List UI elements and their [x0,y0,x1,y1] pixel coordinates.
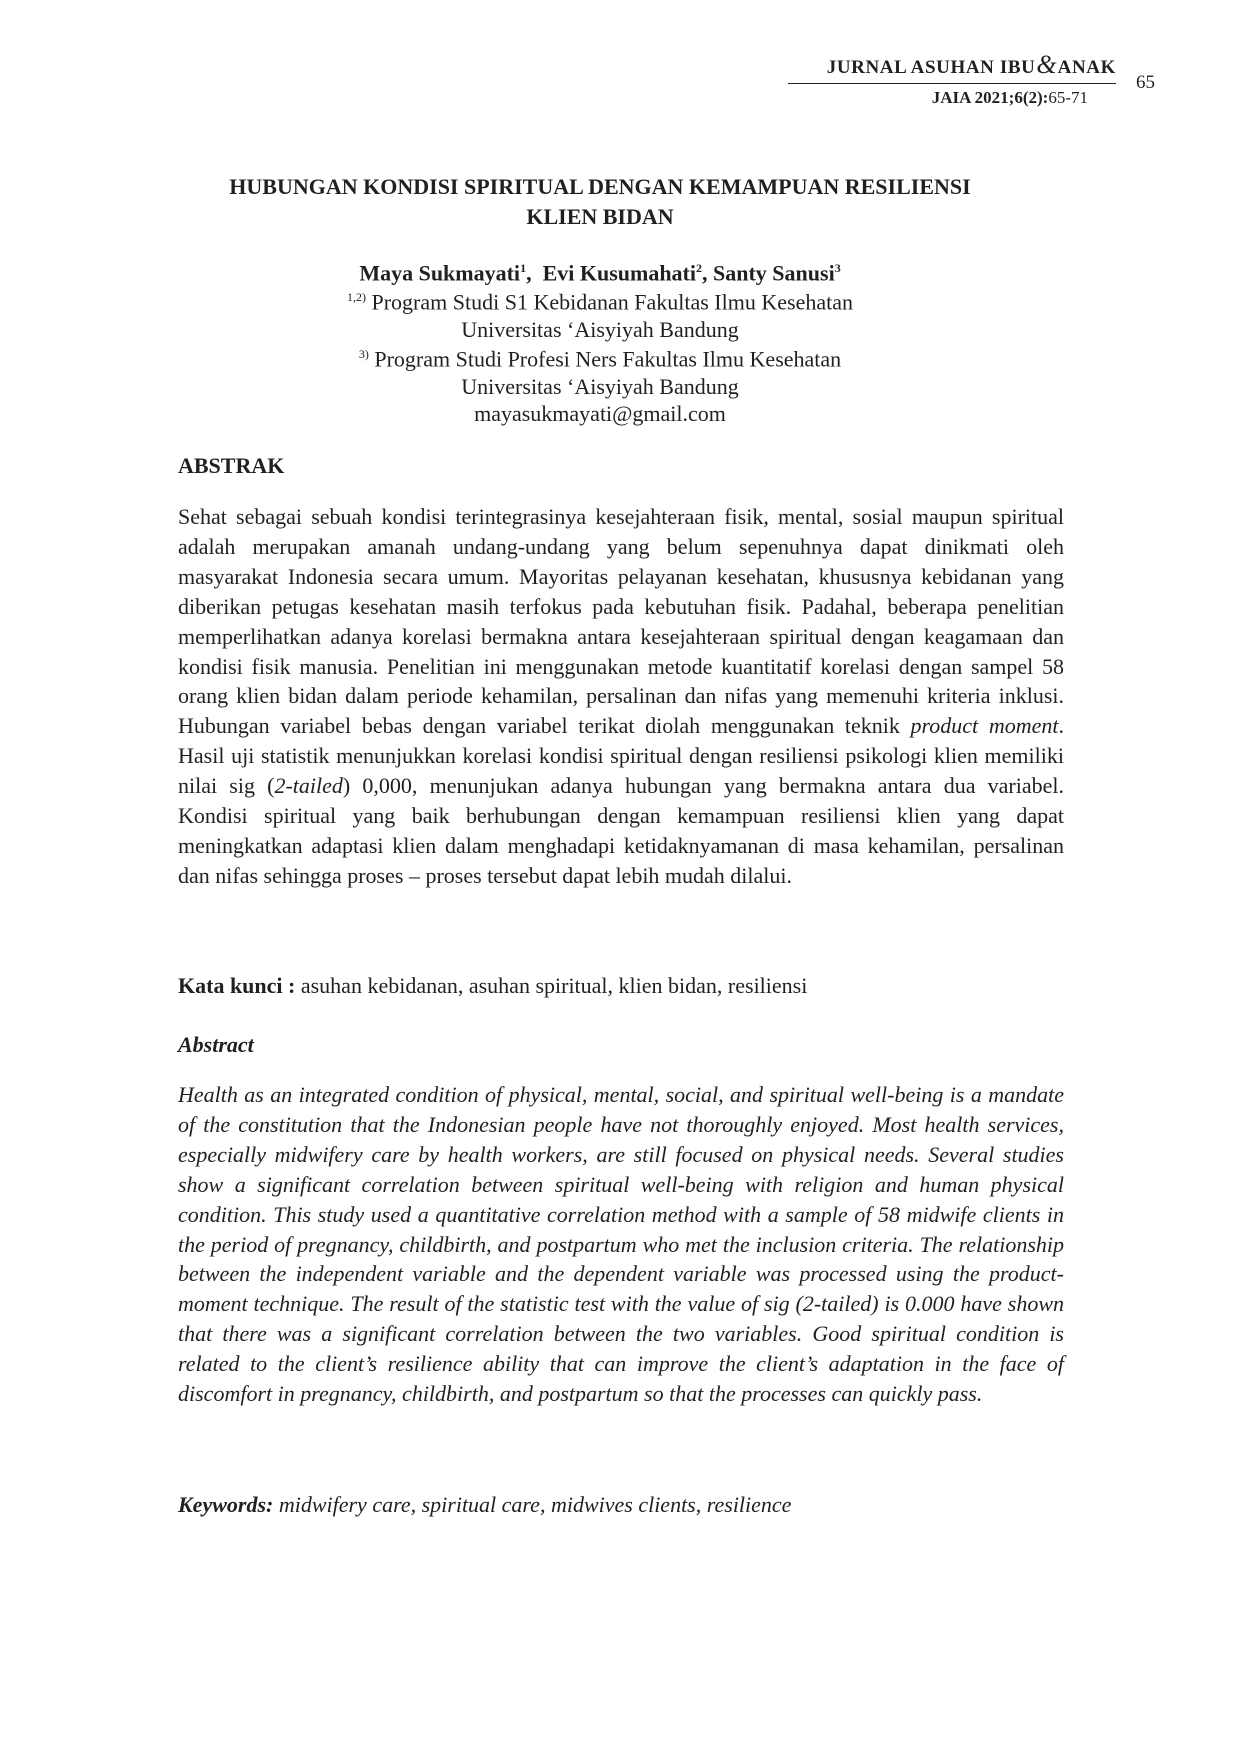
abstrak-body: Sehat sebagai sebuah kondisi terintegrasinya kesejahteraan fisik, mental, sosial maupun spiritual adalah merupakan amanah undang-undang yang belum sepenuhnya dapat dinikmati oleh masyarakat Indonesia secara umum. Mayoritas pelayanan kesehatan, khususnya kebidanan yang diberikan petugas kesehatan masih terfokus pada kebutuhan fisik. Padahal, beberapa penelitian memperlihatkan adanya korelasi bermakna antara kesejahteraan spiritual dengan keagamaan dan kondisi fisik manusia. Penelitian ini menggunakan metode kuantitatif korelasi dengan sampel 58 orang klien bidan dalam periode kehamilan, persalinan dan nifas yang memenuhi kriteria inklusi. Hubungan variabel bebas dengan variabel terikat diolah menggunakan teknik product moment. Hasil uji statistik menunjukkan korelasi kondisi spiritual dengan resiliensi psikologi klien memiliki nilai sig (2-tailed) 0,000, menunjukan adanya hubungan yang bermakna antara dua variabel. Kondisi spiritual yang baik berhubungan dengan kemampuan resiliensi klien yang dapat meningkatkan adaptasi klien dalam menghadapi ketidaknyamanan di masa kehamilan, persalinan dan nifas sehingga proses – proses tersebut dapat lebih mudah dilalui. [178,504,1064,888]
kata-kunci: Kata kunci : asuhan kebidanan, asuhan spiritual, klien bidan, resiliensi [178,973,808,998]
journal-header [788,50,1116,108]
header-rule [788,83,1116,84]
abstract-body: Health as an integrated condition of physical, mental, social, and spiritual well-being is a mandate of the constitution that the Indonesian people have not thoroughly enjoyed. Most health services, especially midwifery care by health workers, are still focused on physical needs. Several studies show a significant correlation between spiritual well-being with religion and human physical condition. This study used a quantitative correlation method with a sample of 58 midwife clients in the period of pregnancy, childbirth, and postpartum who met the inclusion criteria. The relationship between the independent variable and the dependent variable was processed using the product-moment technique. The result of the statistic test with the value of sig (2-tailed) is 0.000 have shown that there was a significant correlation between the two variables. Good spiritual condition is related to the client’s resilience ability that can improve the client’s adaptation in the face of discomfort in pregnancy, childbirth, and postpartum so that the processes can quickly pass. [178,1082,1064,1407]
author-name: Maya Sukmayati [359,260,521,286]
issue-citation: JAIA 2021;6(2):65-71 [931,88,1088,107]
author-name: Santy Sanusi [713,260,835,286]
ampersand-glyph: & [1036,50,1057,79]
abstract-heading: Abstract [178,1032,254,1057]
journal-name: JURNAL ASUHAN IBU&ANAK [826,50,1116,79]
affiliation-1: $^{1,2)}$ Program Studi S1 Kebidanan Fakultas Ilmu Kesehatan Universitas ‘Aisyiyah Bandung [347,289,853,343]
author-name: Evi Kusumahati [542,260,696,286]
affiliation-2: $^{3)}$ Program Studi Profesi Ners Fakultas Ilmu Kesehatan Universitas ‘Aisyiyah Bandung [358,346,842,400]
abstrak-heading: ABSTRAK [178,453,285,478]
author-list: Maya Sukmayati$^1$, Evi Kusumahati$^2$, Santy Sanusi$^3$ [359,260,841,286]
keywords-en: Keywords: midwifery care, spiritual care, midwives clients, resilience [178,1492,792,1517]
article-title: HUBUNGAN KONDISI SPIRITUAL DENGAN KEMAMPUAN RESILIENSI KLIEN BIDAN [229,174,971,229]
author-email: mayasukmayati@gmail.com [474,401,726,426]
page-number: 65 [1136,72,1155,93]
